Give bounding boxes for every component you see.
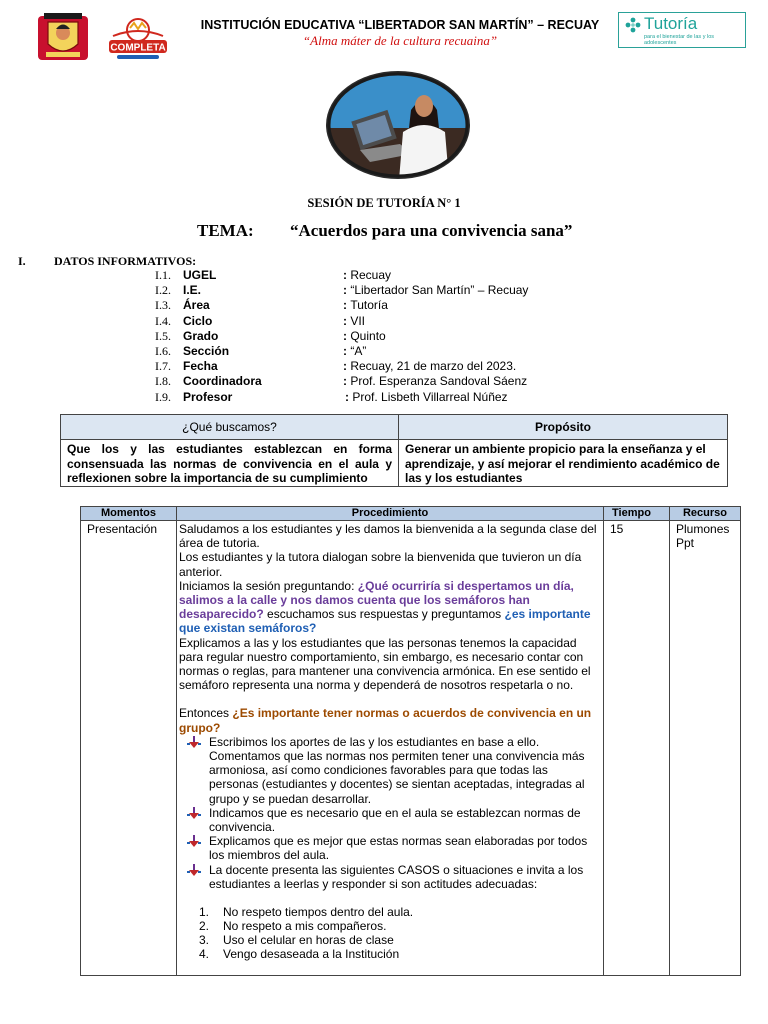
arrow-bullet-icon: [187, 736, 201, 748]
school-motto: “Alma máter de la cultura recuaina”: [302, 33, 498, 48]
info-value-text: Tutoría: [350, 298, 388, 313]
info-number: I.3.: [155, 298, 171, 313]
bullet-item: [179, 834, 599, 862]
info-number: I.7.: [155, 359, 171, 374]
info-label: Fecha: [183, 359, 218, 374]
case-item: [179, 933, 599, 947]
info-number: I.6.: [155, 343, 171, 358]
info-number: I.9.: [155, 389, 171, 404]
teacher-photo: [325, 70, 471, 180]
info-label: Sección: [183, 343, 230, 358]
info-value: : Recuay, 21 de marzo del 2023.: [343, 359, 517, 374]
moment-cell: [81, 521, 177, 976]
flower-icon: [625, 17, 641, 33]
session-title: SESIÓN DE TUTORÍA N° 1: [307, 196, 461, 210]
procedure-paragraph: Los estudiantes y la tutora dialogan sobre la bienvenida que tuvieron un día anterior.: [179, 550, 582, 579]
info-value: : Quinto: [343, 328, 386, 343]
case-number: 2.: [199, 919, 210, 934]
purpose-left-text: Que los y las estudiantes establezcan en forma consensuada las normas de convivencia en el aula y reflexionen sobre la importancia de su cumplimiento: [61, 440, 399, 487]
bullet-item: [179, 863, 599, 891]
moment-label: Presentación: [87, 522, 158, 536]
info-number: I.4.: [155, 313, 171, 328]
procedure-cell: [177, 521, 604, 976]
question-text: ¿Es importante tener normas o acuerdos de convivencia en un grupo?: [179, 706, 592, 735]
case-text: No respeto a mis compañeros.: [223, 919, 387, 934]
info-value-text: “Libertador San Martín” – Recuay: [350, 283, 529, 298]
case-item: [179, 905, 599, 919]
resource-item: Ppt: [676, 536, 695, 550]
info-value: : Recuay: [343, 268, 392, 282]
case-item: [179, 919, 599, 933]
purpose-header-right: Propósito: [399, 415, 728, 440]
info-value: : “Libertador San Martín” – Recuay: [343, 283, 529, 298]
info-row-ugel: [155, 268, 575, 283]
info-label: Profesor: [183, 389, 233, 404]
cases-list: [179, 905, 599, 961]
info-row-area: [155, 298, 575, 313]
header-recurso: Recurso: [670, 507, 741, 521]
info-value-text: “A”: [350, 343, 367, 358]
info-value: : Prof. Lisbeth Villarreal Núñez: [345, 389, 508, 404]
info-row-ie: [155, 283, 575, 298]
info-label: Área: [183, 298, 210, 313]
info-label: Coordinadora: [183, 374, 262, 389]
case-text: Vengo desaseada a la Institución: [223, 947, 400, 962]
tutoria-word: Tutoría: [644, 14, 698, 33]
resource-cell: [670, 521, 741, 976]
info-label: Ciclo: [183, 313, 213, 328]
bullet-text: Indicamos que es necesario que en el aula se establezcan normas de convivencia.: [209, 805, 581, 835]
purpose-right-text: Generar un ambiente propicio para la enseñanza y el aprendizaje, y así mejorar el rendimiento académico de las y los estudiantes: [399, 440, 728, 487]
arrow-bullet-icon: [187, 807, 201, 819]
tema-title: “Acuerdos para una convivencia sana”: [290, 221, 573, 240]
bullet-text: Escribimos los aportes de las y los estudiantes en base a ello. Comentamos que las normas nos permiten tener una convivencia más armoniosa, así como condiciones favorables para que todas las personas (estudiantes y docentes) se sientan aceptadas, integradas al grupo y se puedan desarrollar.: [209, 734, 585, 806]
case-number: 3.: [199, 933, 210, 948]
info-row-grado: [155, 329, 575, 344]
header-momentos: Momentos: [81, 507, 177, 521]
procedure-paragraph: Explicamos a las y los estudiantes que las personas tenemos la capacidad para regular nuestro comportamiento, sin embargo, es necesario contar con normas o reglas, para mantener una convivencia armónica. En ese sentido el semáforo representa una norma y dependerá de nosotros respetarla o no.: [179, 635, 591, 693]
bullet-item: [179, 806, 599, 834]
info-number: I.8.: [155, 374, 171, 389]
info-row-fecha: [155, 359, 575, 374]
info-value-text: Prof. Lisbeth Villarreal Núñez: [352, 389, 508, 404]
purpose-table: [60, 414, 728, 487]
arrow-bullet-icon: [187, 864, 201, 876]
school-name: INSTITUCIÓN EDUCATIVA “LIBERTADOR SAN MARTÍN” – RECUAY: [200, 18, 600, 32]
logo2-text: COMPLETA: [110, 42, 166, 54]
question-text: ¿Qué ocurriría si despertamos un día, salimos a la calle y nos damos cuenta que los semáforos han desaparecido?: [179, 578, 574, 622]
info-value: : “A”: [343, 343, 367, 358]
bullet-text: La docente presenta las siguientes CASOS o situaciones e invita a los estudiantes a leerlas y responder si son actitudes adecuadas:: [209, 862, 584, 891]
info-value: : VII: [343, 313, 366, 328]
page-header: [0, 0, 768, 60]
purpose-header-left: ¿Qué buscamos?: [61, 415, 399, 440]
info-number: I.1.: [155, 268, 171, 282]
info-label: Grado: [183, 328, 219, 343]
info-label: UGEL: [183, 268, 217, 282]
header-procedimiento: Procedimiento: [177, 507, 604, 521]
procedure-text: Entonces: [179, 706, 233, 721]
procedure-paragraph: [179, 579, 599, 636]
info-value-text: VII: [350, 313, 366, 328]
info-value-text: Quinto: [350, 328, 386, 343]
tutoria-logo: [618, 12, 746, 48]
section-number: I.: [18, 254, 26, 268]
info-label: I.E.: [183, 283, 202, 298]
info-value-text: Recuay: [350, 268, 392, 282]
info-value-text: Prof. Esperanza Sandoval Sáenz: [350, 374, 528, 389]
section-title: DATOS INFORMATIVOS:: [54, 254, 197, 268]
resource-item: Plumones: [676, 522, 730, 536]
case-text: No respeto tiempos dentro del aula.: [223, 905, 414, 920]
procedure-paragraph: [179, 706, 599, 734]
school-crest-logo: [36, 12, 90, 62]
case-text: Uso el celular en horas de clase: [223, 933, 394, 948]
procedure-text: escuchamos sus respuestas y preguntamos: [263, 607, 505, 622]
info-number: I.2.: [155, 283, 171, 298]
info-value: : Tutoría: [343, 298, 388, 313]
bullet-item: [179, 735, 599, 806]
procedure-text: Iniciamos la sesión preguntando:: [179, 578, 358, 593]
bullet-text: Explicamos que es mejor que estas normas sean elaboradas por todos los miembros del aula.: [209, 834, 588, 863]
jornada-completa-logo: [103, 18, 173, 62]
info-value-text: Recuay, 21 de marzo del 2023.: [350, 359, 517, 374]
info-row-seccion: [155, 344, 575, 359]
time-value: 15: [610, 522, 624, 536]
time-cell: [604, 521, 670, 976]
info-row-ciclo: [155, 314, 575, 329]
tema-label: TEMA:: [197, 221, 254, 240]
procedure-table: [80, 506, 741, 976]
arrow-bullet-icon: [187, 835, 201, 847]
question-text: ¿es importante que existan semáforos?: [179, 607, 591, 636]
info-value: : Prof. Esperanza Sandoval Sáenz: [343, 374, 528, 389]
tutoria-subtitle: para el bienestar de las y los adolescentes: [644, 34, 715, 46]
info-list: [155, 268, 575, 405]
info-row-coordinadora: [155, 374, 575, 389]
case-item: [179, 947, 599, 961]
info-number: I.5.: [155, 328, 171, 343]
case-number: 1.: [199, 905, 210, 920]
header-tiempo: Tiempo: [604, 507, 670, 521]
procedure-paragraph: Saludamos a los estudiantes y les damos la bienvenida a la segunda clase del área de tutoria.: [179, 522, 597, 551]
case-number: 4.: [199, 947, 210, 962]
info-row-profesor: [155, 390, 575, 405]
